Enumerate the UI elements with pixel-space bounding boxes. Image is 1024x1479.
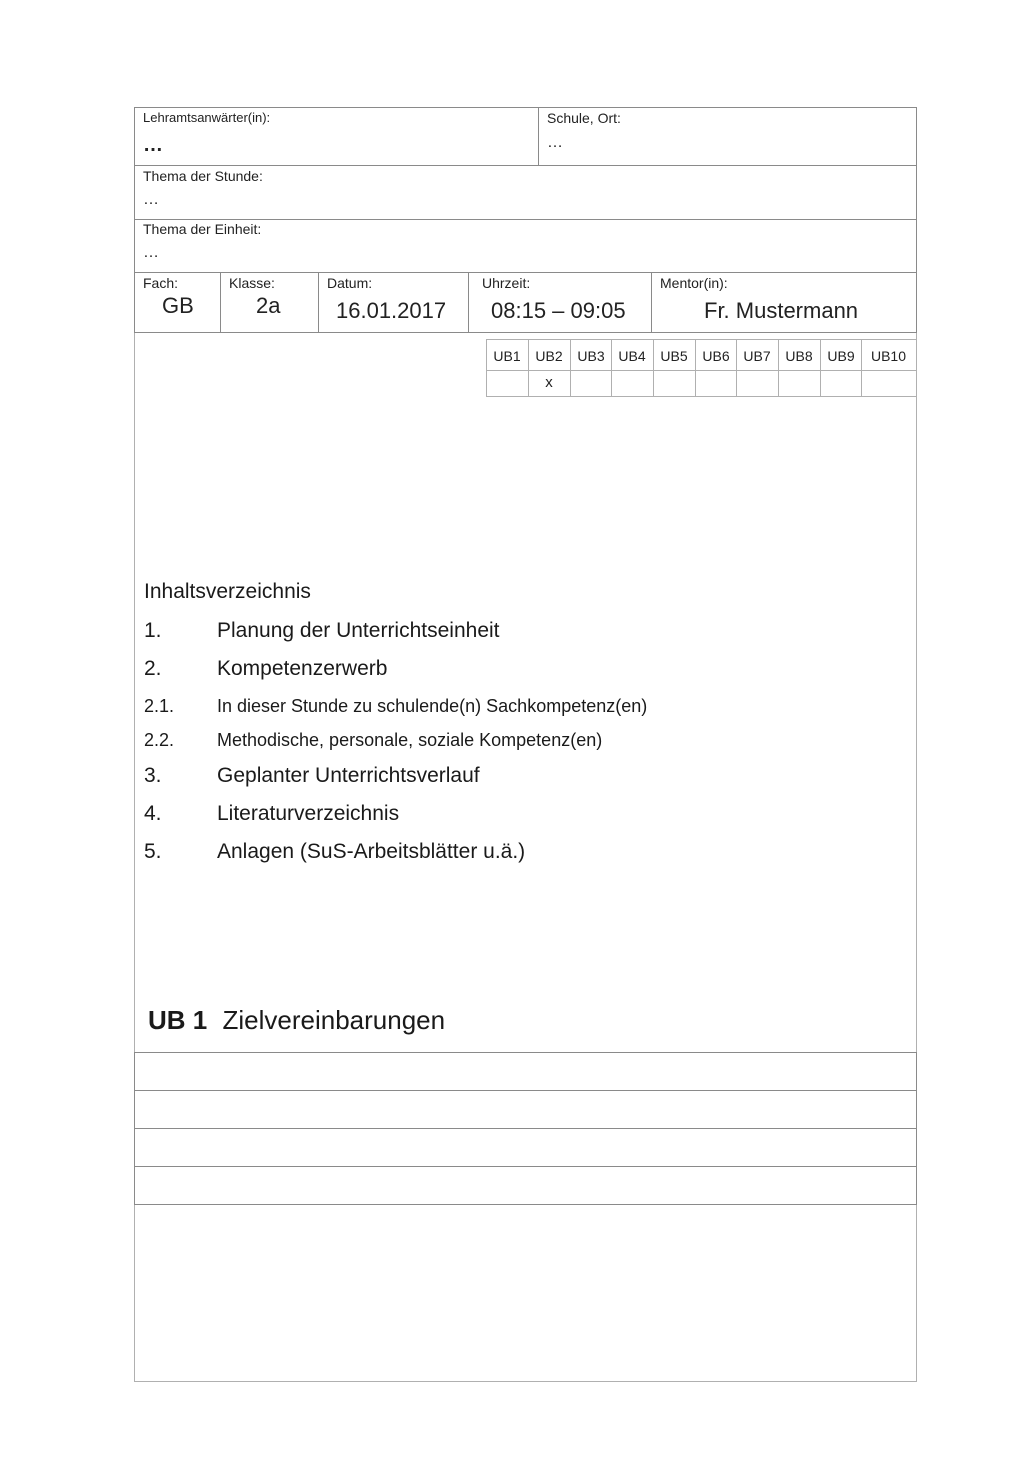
toc-item-text: Anlagen (SuS-Arbeitsblätter u.ä.) — [217, 840, 526, 863]
trainee-label: Lehramtsanwärter(in): — [143, 110, 271, 125]
toc-title: Inhaltsverzeichnis — [144, 580, 311, 603]
subject-value[interactable]: GB — [162, 293, 194, 318]
ub-header-5: UB5 — [660, 348, 688, 364]
ub-header-4: UB4 — [618, 348, 646, 364]
lesson-topic-label: Thema der Stunde: — [143, 168, 263, 184]
goal-row[interactable] — [143, 1100, 908, 1120]
ub-header-9: UB9 — [827, 348, 855, 364]
goal-row[interactable] — [143, 1176, 908, 1196]
goal-row[interactable] — [143, 1138, 908, 1158]
ub-mark-2[interactable]: x — [545, 374, 553, 391]
toc-item-text: Kompetenzerwerb — [217, 657, 388, 680]
ub-header-10: UB10 — [870, 348, 907, 364]
ub-header-8: UB8 — [785, 348, 813, 364]
toc-item-number: 3. — [144, 764, 162, 787]
unit-topic-label: Thema der Einheit: — [143, 221, 262, 237]
mentor-value[interactable]: Fr. Mustermann — [704, 298, 859, 323]
class-label: Klasse: — [229, 275, 275, 291]
date-label: Datum: — [327, 275, 373, 291]
time-label: Uhrzeit: — [482, 275, 531, 291]
date-value[interactable]: 16.01.2017 — [336, 298, 447, 323]
toc-item-text: Methodische, personale, soziale Kompetenz(en) — [217, 730, 603, 750]
toc-item-number: 5. — [144, 840, 162, 863]
toc-item-number: 2.1. — [144, 696, 175, 716]
ub-header-2: UB2 — [535, 348, 563, 364]
ub-header-1: UB1 — [493, 348, 521, 364]
ub-header-7: UB7 — [743, 348, 771, 364]
trainee-value[interactable]: … — [143, 134, 163, 156]
unit-topic-value[interactable]: … — [143, 244, 159, 261]
toc-item-number: 1. — [144, 619, 162, 642]
toc-item-text: Literaturverzeichnis — [217, 802, 400, 825]
goals-prefix: UB 1 — [148, 1005, 208, 1035]
lesson-topic-value[interactable]: … — [143, 191, 159, 208]
toc-item-number: 4. — [144, 802, 162, 825]
toc-item-text: Planung der Unterrichtseinheit — [217, 619, 500, 642]
goals-title: Zielvereinbarungen — [222, 1005, 446, 1035]
toc-item-number: 2.2. — [144, 730, 175, 750]
toc-item-text: In dieser Stunde zu schulende(n) Sachkompetenz(en) — [217, 696, 648, 716]
ub-header-3: UB3 — [577, 348, 605, 364]
time-value[interactable]: 08:15 – 09:05 — [491, 298, 626, 323]
toc-item-number: 2. — [144, 657, 162, 680]
mentor-label: Mentor(in): — [660, 275, 728, 291]
class-value[interactable]: 2a — [256, 293, 281, 318]
goal-row[interactable] — [143, 1062, 908, 1082]
goals-heading — [148, 1005, 445, 1036]
school-label: Schule, Ort: — [547, 110, 621, 126]
subject-label: Fach: — [143, 275, 179, 291]
ub-header-6: UB6 — [702, 348, 730, 364]
school-value[interactable]: … — [547, 134, 563, 151]
toc-item-text: Geplanter Unterrichtsverlauf — [217, 764, 480, 787]
